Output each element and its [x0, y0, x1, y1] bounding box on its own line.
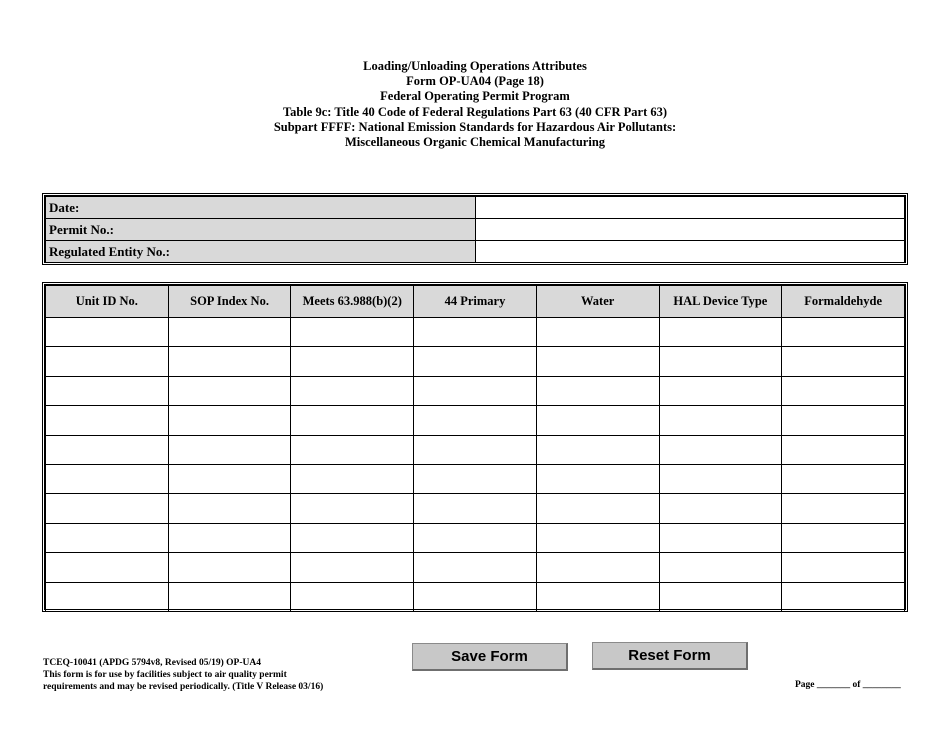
cell-formaldehyde[interactable] [782, 435, 905, 464]
cell-sop-index[interactable] [168, 523, 291, 552]
cell-sop-index[interactable] [168, 347, 291, 376]
table-row [46, 406, 905, 435]
cell-meets[interactable] [291, 318, 414, 347]
cell-unit-id[interactable] [46, 582, 169, 611]
cell-unit-id[interactable] [46, 376, 169, 405]
col-formaldehyde: Formaldehyde [782, 286, 905, 318]
cell-sop-index[interactable] [168, 553, 291, 582]
form-id: TCEQ-10041 (APDG 5794v8, Revised 05/19) OP-UA4 [43, 658, 261, 668]
table-row [46, 464, 905, 493]
page-number: Page _______ of ________ [795, 680, 901, 690]
cell-meets[interactable] [291, 464, 414, 493]
cell-44-primary[interactable] [414, 318, 537, 347]
cell-hal-device-type[interactable] [659, 523, 782, 552]
cell-44-primary[interactable] [414, 435, 537, 464]
cell-formaldehyde[interactable] [782, 464, 905, 493]
cell-formaldehyde[interactable] [782, 523, 905, 552]
table-row [46, 347, 905, 376]
subpart-subtitle: Miscellaneous Organic Chemical Manufacturing [344, 135, 606, 150]
col-44-primary: 44 Primary [414, 286, 537, 318]
reset-form-button[interactable]: Reset Form [592, 642, 748, 670]
col-sop-index: SOP Index No. [168, 286, 291, 318]
cell-unit-id[interactable] [46, 553, 169, 582]
cell-unit-id[interactable] [46, 523, 169, 552]
cell-sop-index[interactable] [168, 464, 291, 493]
cell-formaldehyde[interactable] [782, 376, 905, 405]
cell-sop-index[interactable] [168, 494, 291, 523]
cell-water[interactable] [536, 318, 659, 347]
cell-sop-index[interactable] [168, 376, 291, 405]
footer-note-2: requirements and may be revised periodically. (Title V Release 03/16) [43, 682, 324, 692]
cell-44-primary[interactable] [414, 347, 537, 376]
regulated-entity-label: Regulated Entity No.: [46, 241, 476, 263]
permit-no-label: Permit No.: [46, 219, 476, 241]
cell-44-primary[interactable] [414, 406, 537, 435]
cell-hal-device-type[interactable] [659, 347, 782, 376]
cell-unit-id[interactable] [46, 406, 169, 435]
cell-hal-device-type[interactable] [659, 582, 782, 611]
col-water: Water [536, 286, 659, 318]
cell-formaldehyde[interactable] [782, 553, 905, 582]
table-row [46, 582, 905, 611]
attributes-table [42, 282, 908, 612]
info-table [42, 193, 908, 265]
cell-hal-device-type[interactable] [659, 464, 782, 493]
table-title: Table 9c: Title 40 Code of Federal Regulations Part 63 (40 CFR Part 63) [282, 104, 668, 119]
subpart-title: Subpart FFFF: National Emission Standards for Hazardous Air Pollutants: [273, 119, 677, 134]
program-name: Federal Operating Permit Program [380, 89, 570, 104]
cell-formaldehyde[interactable] [782, 406, 905, 435]
cell-water[interactable] [536, 464, 659, 493]
cell-meets[interactable] [291, 435, 414, 464]
cell-hal-device-type[interactable] [659, 376, 782, 405]
cell-unit-id[interactable] [46, 347, 169, 376]
cell-hal-device-type[interactable] [659, 553, 782, 582]
footer-note-1: This form is for use by facilities subject to air quality permit [43, 670, 287, 680]
table-row [46, 553, 905, 582]
cell-meets[interactable] [291, 347, 414, 376]
cell-unit-id[interactable] [46, 494, 169, 523]
cell-44-primary[interactable] [414, 376, 537, 405]
cell-meets[interactable] [291, 376, 414, 405]
cell-water[interactable] [536, 494, 659, 523]
date-field[interactable] [476, 197, 905, 219]
cell-44-primary[interactable] [414, 582, 537, 611]
form-footer [43, 657, 323, 693]
permit-no-field[interactable] [476, 219, 905, 241]
cell-sop-index[interactable] [168, 318, 291, 347]
cell-water[interactable] [536, 376, 659, 405]
form-header [0, 59, 950, 150]
form-title: Loading/Unloading Operations Attributes [363, 59, 587, 73]
cell-hal-device-type[interactable] [659, 435, 782, 464]
cell-44-primary[interactable] [414, 464, 537, 493]
table-row [46, 318, 905, 347]
cell-meets[interactable] [291, 553, 414, 582]
cell-water[interactable] [536, 347, 659, 376]
cell-sop-index[interactable] [168, 406, 291, 435]
cell-water[interactable] [536, 435, 659, 464]
cell-water[interactable] [536, 523, 659, 552]
table-row [46, 523, 905, 552]
table-row [46, 494, 905, 523]
table-row [46, 435, 905, 464]
cell-hal-device-type[interactable] [659, 494, 782, 523]
cell-meets[interactable] [291, 406, 414, 435]
cell-meets[interactable] [291, 494, 414, 523]
cell-formaldehyde[interactable] [782, 318, 905, 347]
table-row [46, 376, 905, 405]
cell-44-primary[interactable] [414, 553, 537, 582]
cell-formaldehyde[interactable] [782, 494, 905, 523]
regulated-entity-field[interactable] [476, 241, 905, 263]
cell-formaldehyde[interactable] [782, 347, 905, 376]
cell-unit-id[interactable] [46, 435, 169, 464]
cell-formaldehyde[interactable] [782, 582, 905, 611]
cell-44-primary[interactable] [414, 523, 537, 552]
cell-sop-index[interactable] [168, 582, 291, 611]
col-hal-device-type: HAL Device Type [659, 286, 782, 318]
cell-unit-id[interactable] [46, 318, 169, 347]
col-meets: Meets 63.988(b)(2) [291, 286, 414, 318]
cell-water[interactable] [536, 406, 659, 435]
save-form-button[interactable]: Save Form [412, 643, 568, 671]
cell-water[interactable] [536, 553, 659, 582]
cell-unit-id[interactable] [46, 464, 169, 493]
cell-hal-device-type[interactable] [659, 318, 782, 347]
col-unit-id: Unit ID No. [46, 286, 169, 318]
cell-sop-index[interactable] [168, 435, 291, 464]
cell-water[interactable] [536, 582, 659, 611]
cell-44-primary[interactable] [414, 494, 537, 523]
cell-hal-device-type[interactable] [659, 406, 782, 435]
date-label: Date: [46, 197, 476, 219]
form-number: Form OP-UA04 (Page 18) [406, 74, 544, 89]
cell-meets[interactable] [291, 582, 414, 611]
cell-meets[interactable] [291, 523, 414, 552]
